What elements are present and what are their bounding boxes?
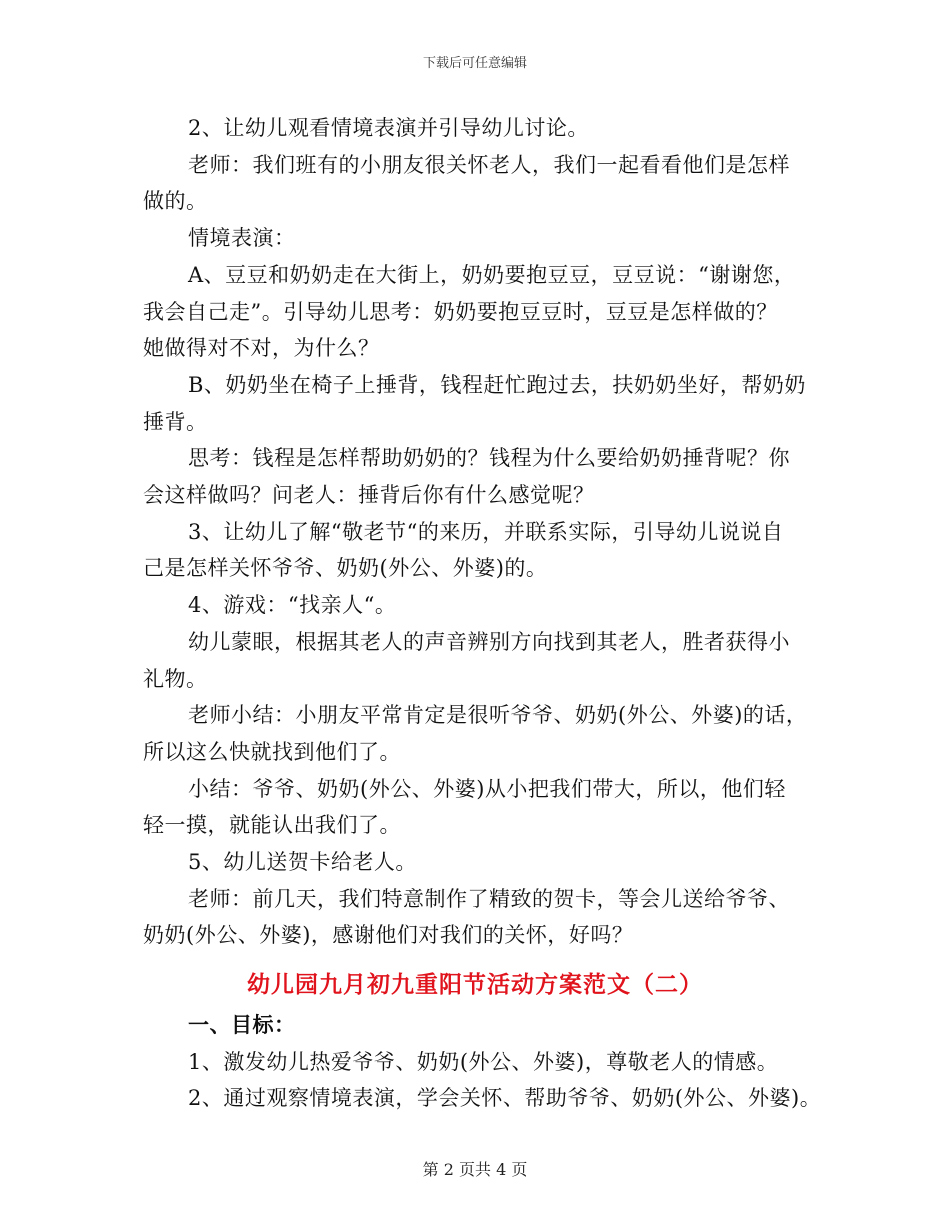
text-line: 4、游戏：“找亲人“。 xyxy=(188,593,397,618)
text-line: 她做得对不对，为什么？ xyxy=(143,336,380,361)
text-line: 老师：我们班有的小朋友很关怀老人，我们一起看看他们是怎样 xyxy=(188,152,790,177)
text-line: 幼儿蒙眼，根据其老人的声音辨别方向找到其老人，胜者获得小 xyxy=(188,629,790,654)
text-line: 礼物。 xyxy=(143,666,208,691)
text-line: 一、目标： xyxy=(188,1012,296,1037)
text-line: 2、让幼儿观看情境表演并引导幼儿讨论。 xyxy=(188,116,589,140)
text-line: 做的。 xyxy=(143,189,208,214)
text-line: 奶奶(外公、外婆)，感谢他们对我们的关怀，好吗？ xyxy=(143,923,634,948)
text-line: 己是怎样关怀爷爷、奶奶(外公、外婆)的。 xyxy=(143,556,548,581)
text-line: 小结：爷爷、奶奶(外公、外婆)从小把我们带大，所以，他们轻 xyxy=(188,776,786,801)
section-title: 幼儿园九月初九重阳节活动方案范文（二） xyxy=(247,971,703,998)
text-line: 情境表演： xyxy=(188,226,296,251)
text-line: 思考：钱程是怎样帮助奶奶的？钱程为什么要给奶奶捶背呢？你 xyxy=(188,446,790,471)
text-line: 我会自己走”。引导幼儿思考：奶奶要抱豆豆时，豆豆是怎样做的？ xyxy=(143,299,778,324)
text-line: 2、通过观察情境表演，学会关怀、帮助爷爷、奶奶(外公、外婆)。 xyxy=(188,1086,822,1110)
text-line: 所以这么快就找到他们了。 xyxy=(143,739,401,764)
text-line: B、奶奶坐在椅子上捶背，钱程赶忙跑过去，扶奶奶坐好，帮奶奶 xyxy=(188,372,806,397)
page-header: 下载后可任意编辑 xyxy=(422,56,527,71)
text-line: 5、幼儿送贺卡给老人。 xyxy=(188,850,417,874)
text-line: 轻一摸，就能认出我们了。 xyxy=(143,813,401,838)
text-line: 捶背。 xyxy=(143,409,208,434)
text-line: 3、让幼儿了解“敬老节“的来历，并联系实际，引导幼儿说说自 xyxy=(188,519,784,544)
text-line: 老师：前几天，我们特意制作了精致的贺卡，等会儿送给爷爷、 xyxy=(188,886,790,911)
text-line: 老师小结：小朋友平常肯定是很听爷爷、奶奶(外公、外婆)的话， xyxy=(188,703,808,728)
page-footer: 第 2 页共 4 页 xyxy=(422,1160,528,1179)
text-line: 1、激发幼儿热爱爷爷、奶奶(外公、外婆)，尊敬老人的情感。 xyxy=(188,1049,779,1074)
text-line: 会这样做吗？问老人：捶背后你有什么感觉呢？ xyxy=(143,483,595,507)
text-line: A、豆豆和奶奶走在大街上，奶奶要抱豆豆，豆豆说：“谢谢您， xyxy=(188,262,796,287)
